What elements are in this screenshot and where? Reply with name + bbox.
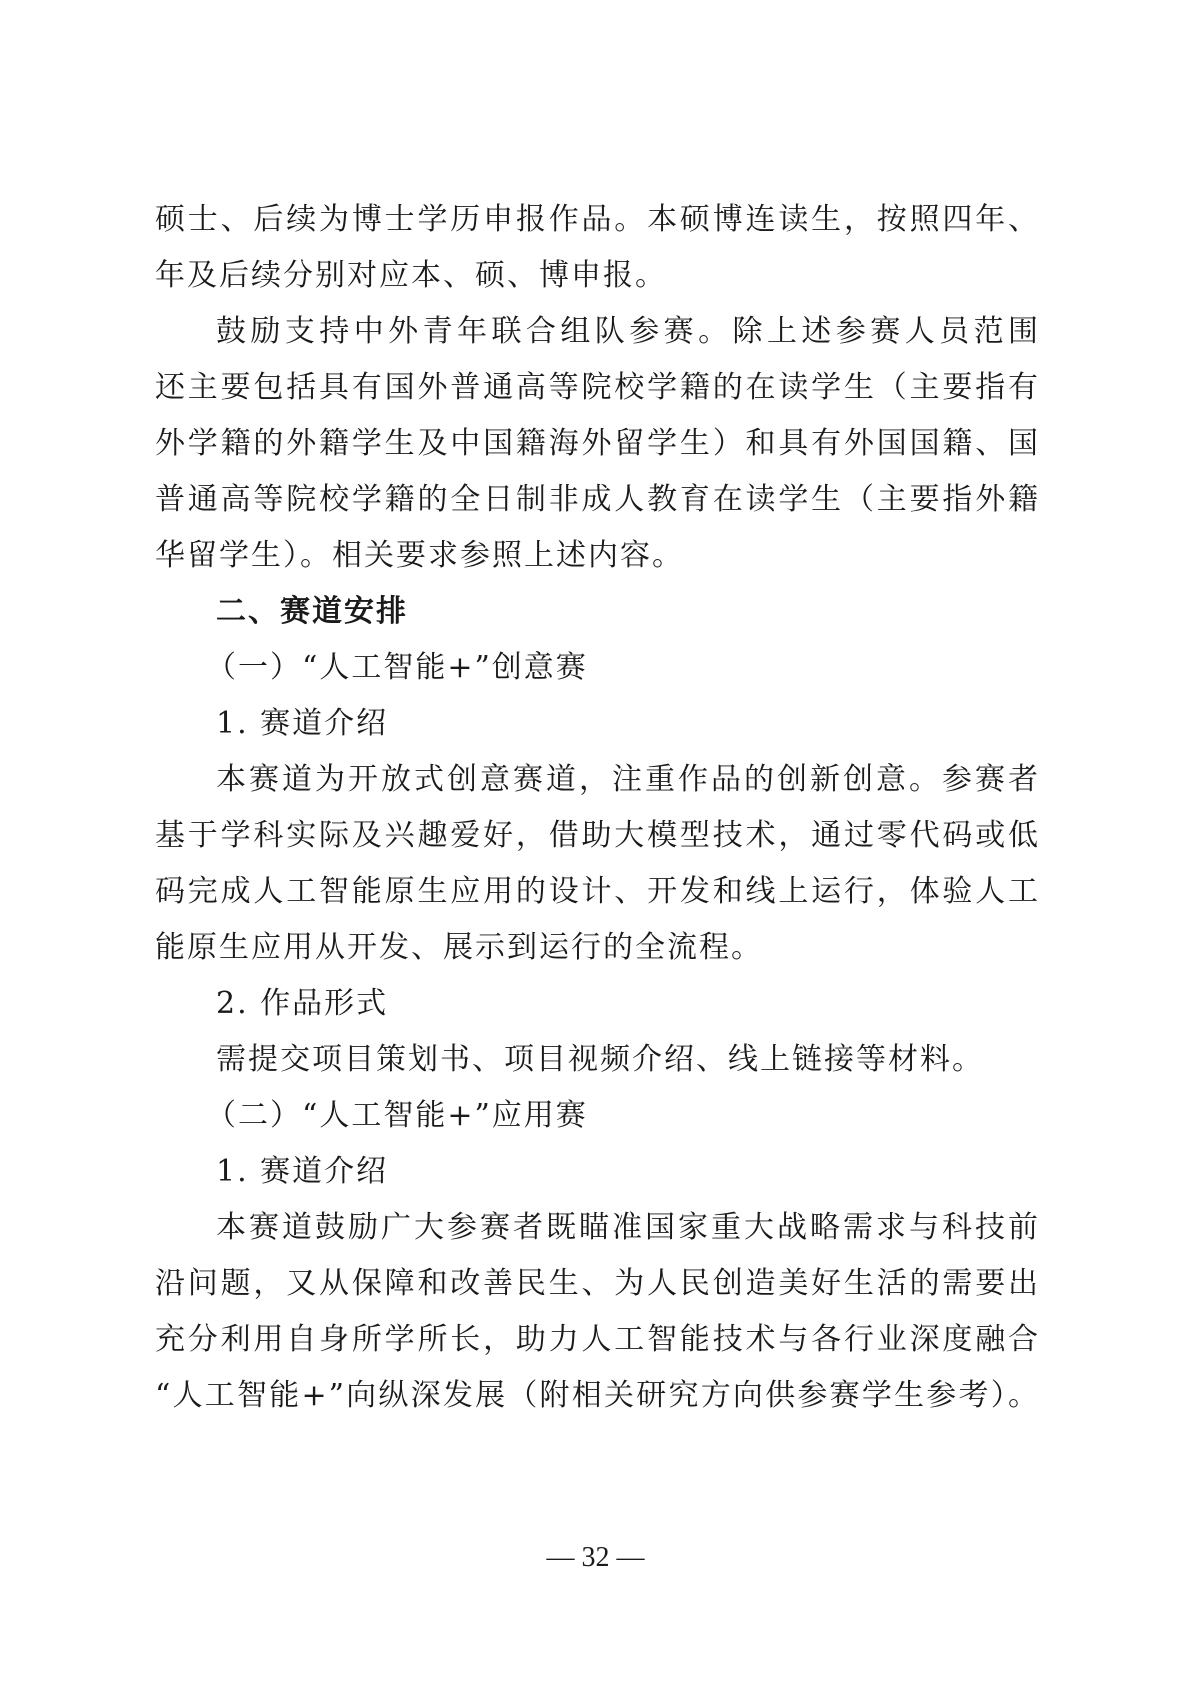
subsection-heading: （一）“人工智能+”创意赛 bbox=[206, 650, 588, 685]
paragraph-line: 充分利用自身所学所长，助力人工智能技术与各行业深度融合 bbox=[155, 1322, 1040, 1357]
paragraph-line: 本赛道鼓励广大参赛者既瞄准国家重大战略需求与科技前 bbox=[216, 1210, 1040, 1245]
paragraph-line: 码完成人工智能原生应用的设计、开发和线上运行，体验人工 bbox=[155, 874, 1040, 909]
paragraph-line: 年及后续分别对应本、硕、博申报。 bbox=[155, 258, 667, 293]
paragraph-line: 外学籍的外籍学生及中国籍海外留学生）和具有外国国籍、国 bbox=[155, 426, 1040, 461]
paragraph-line: 需提交项目策划书、项目视频介绍、线上链接等材料。 bbox=[216, 1042, 984, 1077]
paragraph-line: 沿问题，又从保障和改善民生、为人民创造美好生活的需要出 bbox=[155, 1266, 1040, 1301]
paragraph-line: “人工智能+”向纵深发展（附相关研究方向供参赛学生参考）。 bbox=[155, 1378, 1040, 1413]
paragraph-line: 还主要包括具有国外普通高等院校学籍的在读学生（主要指有 bbox=[155, 370, 1040, 405]
paragraph-line: 硕士、后续为博士学历申报作品。本硕博连读生，按照四年、 bbox=[155, 202, 1040, 237]
paragraph-line: 本赛道为开放式创意赛道，注重作品的创新创意。参赛者 bbox=[216, 762, 1040, 797]
paragraph-line: 华留学生）。相关要求参照上述内容。 bbox=[155, 538, 684, 573]
page-number: — 32 — bbox=[546, 1542, 645, 1573]
paragraph-line: 普通高等院校学籍的全日制非成人教育在读学生（主要指外籍 bbox=[155, 482, 1040, 517]
paragraph-line: 基于学科实际及兴趣爱好，借助大模型技术，通过零代码或低 bbox=[155, 818, 1040, 853]
subsection-heading: （二）“人工智能+”应用赛 bbox=[206, 1098, 588, 1133]
section-heading: 二、赛道安排 bbox=[216, 594, 408, 629]
paragraph-line: 能原生应用从开发、展示到运行的全流程。 bbox=[155, 930, 763, 965]
paragraph-line: 鼓励支持中外青年联合组队参赛。除上述参赛人员范围 bbox=[216, 314, 1040, 349]
item-heading: 2. 作品形式 bbox=[216, 986, 389, 1021]
item-heading: 1. 赛道介绍 bbox=[216, 706, 389, 741]
item-heading: 1. 赛道介绍 bbox=[216, 1154, 389, 1189]
